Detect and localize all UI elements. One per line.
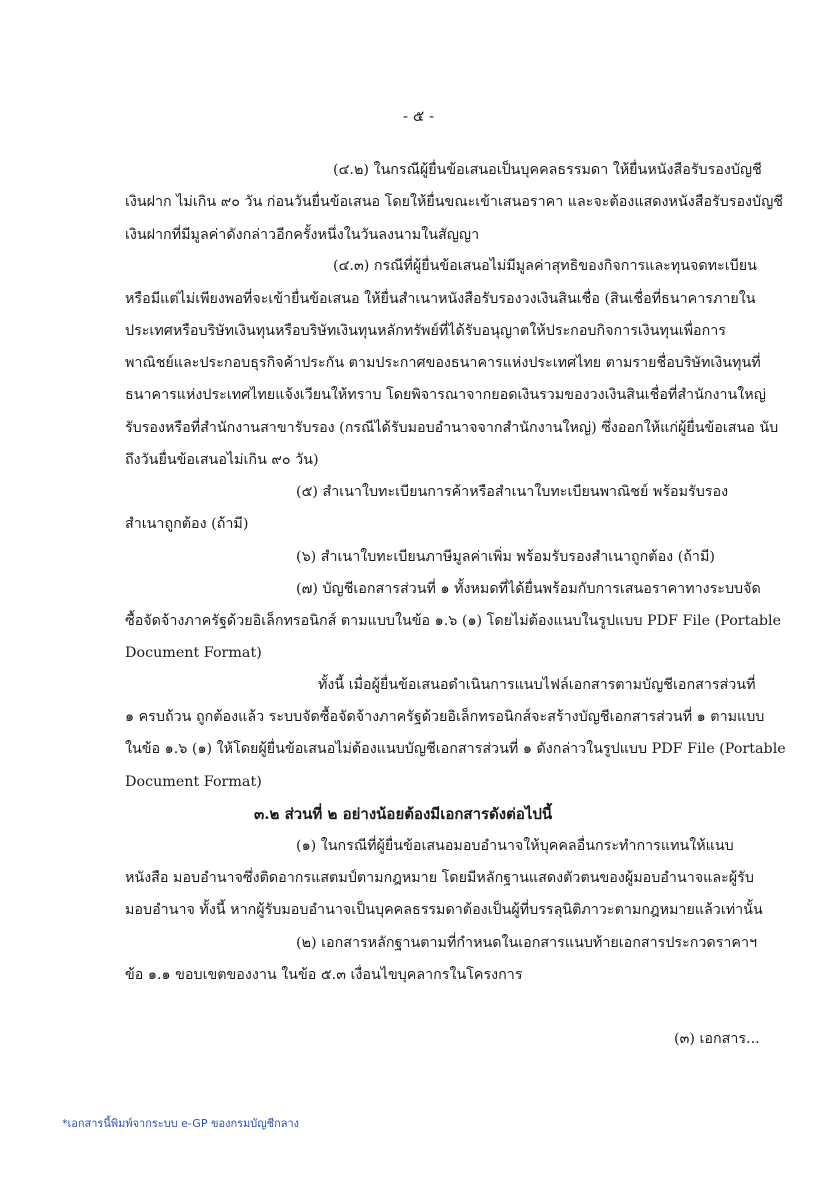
- text-line: Document Format): [125, 774, 262, 790]
- text-line: หนังสือ มอบอำนาจซึ่งติดอากรแสตมป์ตามกฎหมาย โดยมีหลักฐานแสดงตัวตนของผู้มอบอำนาจและผู้รับ: [125, 870, 754, 886]
- text-line: ถึงวันยื่นข้อเสนอไม่เกิน ๙๐ วัน): [125, 452, 319, 468]
- text-line: ทั้งนี้ เมื่อผู้ยื่นข้อเสนอดำเนินการแนบไฟล์เอกสารตามบัญชีเอกสารส่วนที่: [318, 677, 756, 693]
- text-line: (๕) สำเนาใบทะเบียนการค้าหรือสำเนาใบทะเบียนพาณิชย์ พร้อมรับรอง: [296, 484, 729, 500]
- text-line: ประเทศหรือบริษัทเงินทุนหรือบริษัทเงินทุนหลักทรัพย์ที่ได้รับอนุญาตให้ประกอบกิจการเงินทุนเพื่อการ: [125, 323, 726, 339]
- text-line: (๖) สำเนาใบทะเบียนภาษีมูลค่าเพิ่ม พร้อมรับรองสำเนาถูกต้อง (ถ้ามี): [296, 549, 715, 565]
- text-line: หรือมีแต่ไม่เพียงพอที่จะเข้ายื่นข้อเสนอ ให้ยื่นสำเนาหนังสือรับรองวงเงินสินเชื่อ (สินเชื่อที่ธนาคารภายใน: [125, 291, 756, 307]
- text-line: (๒) เอกสารหลักฐานตามที่กำหนดในเอกสารแนบท้ายเอกสารประกวดราคาฯ: [296, 935, 758, 951]
- page-number: - ๕ -: [402, 107, 435, 125]
- text-line: สำเนาถูกต้อง (ถ้ามี): [125, 516, 249, 532]
- text-line: ข้อ ๑.๑ ขอบเขตของงาน ในข้อ ๕.๓ เงื่อนไขบุคลากรในโครงการ: [125, 967, 523, 983]
- text-line: (๔.๓) กรณีที่ผู้ยื่นข้อเสนอไม่มีมูลค่าสุทธิของกิจการและทุนจดทะเบียน: [333, 258, 757, 274]
- text-line: (๑) ในกรณีที่ผู้ยื่นข้อเสนอมอบอำนาจให้บุคคลอื่นกระทำการแทนให้แนบ: [296, 838, 734, 854]
- text-line: (๗) บัญชีเอกสารส่วนที่ ๑ ทั้งหมดที่ได้ยื่นพร้อมกับการเสนอราคาทางระบบจัด: [296, 581, 761, 597]
- print-footer: *เอกสารนี้พิมพ์จากระบบ e-GP ของกรมบัญชีกลาง: [62, 1117, 300, 1130]
- continued-marker: (๓) เอกสาร...: [674, 1031, 760, 1047]
- text-line: ๑ ครบถ้วน ถูกต้องแล้ว ระบบจัดซื้อจัดจ้างภาครัฐด้วยอิเล็กทรอนิกส์จะสร้างบัญชีเอกสารส่วนที่ ๑ ตามแบบ: [125, 709, 765, 725]
- text-line: รับรองหรือที่สำนักงานสาขารับรอง (กรณีได้รับมอบอำนาจจากสำนักงานใหญ่) ซึ่งออกให้แก่ผู้ยื่นข้อเสนอ นับ: [125, 420, 779, 436]
- text-line: Document Format): [125, 645, 262, 661]
- text-line: เงินฝาก ไม่เกิน ๙๐ วัน ก่อนวันยื่นข้อเสนอ โดยให้ยื่นขณะเข้าเสนอราคา และจะต้องแสดงหนังสือรับรองบัญชี: [125, 194, 783, 210]
- text-line: มอบอำนาจ ทั้งนี้ หากผู้รับมอบอำนาจเป็นบุคคลธรรมดาต้องเป็นผู้ที่บรรลุนิติภาวะตามกฎหมายแล้วเท่านั้น: [125, 902, 763, 918]
- text-line: ธนาคารแห่งประเทศไทยแจ้งเวียนให้ทราบ โดยพิจารณาจากยอดเงินรวมของวงเงินสินเชื่อที่สำนักงานใหญ่: [125, 387, 766, 403]
- text-line: พาณิชย์และประกอบธุรกิจค้าประกัน ตามประกาศของธนาคารแห่งประเทศไทย ตามรายชื่อบริษัทเงินทุนที่: [125, 355, 761, 371]
- text-line: เงินฝากที่มีมูลค่าดังกล่าวอีกครั้งหนึ่งในวันลงนามในสัญญา: [125, 227, 480, 243]
- section-heading: ๓.๒ ส่วนที่ ๒ อย่างน้อยต้องมีเอกสารดังต่อไปนี้: [254, 805, 553, 823]
- text-line: ซื้อจัดจ้างภาครัฐด้วยอิเล็กทรอนิกส์ ตามแบบในข้อ ๑.๖ (๑) โดยไม่ต้องแนบในรูปแบบ PDF File (Portable: [125, 613, 782, 629]
- text-line: ในข้อ ๑.๖ (๑) ให้โดยผู้ยื่นข้อเสนอไม่ต้องแนบบัญชีเอกสารส่วนที่ ๑ ดังกล่าวในรูปแบบ PDF File (Portable: [125, 741, 786, 757]
- text-line: (๔.๒) ในกรณีผู้ยื่นข้อเสนอเป็นบุคคลธรรมดา ให้ยื่นหนังสือรับรองบัญชี: [333, 162, 762, 178]
